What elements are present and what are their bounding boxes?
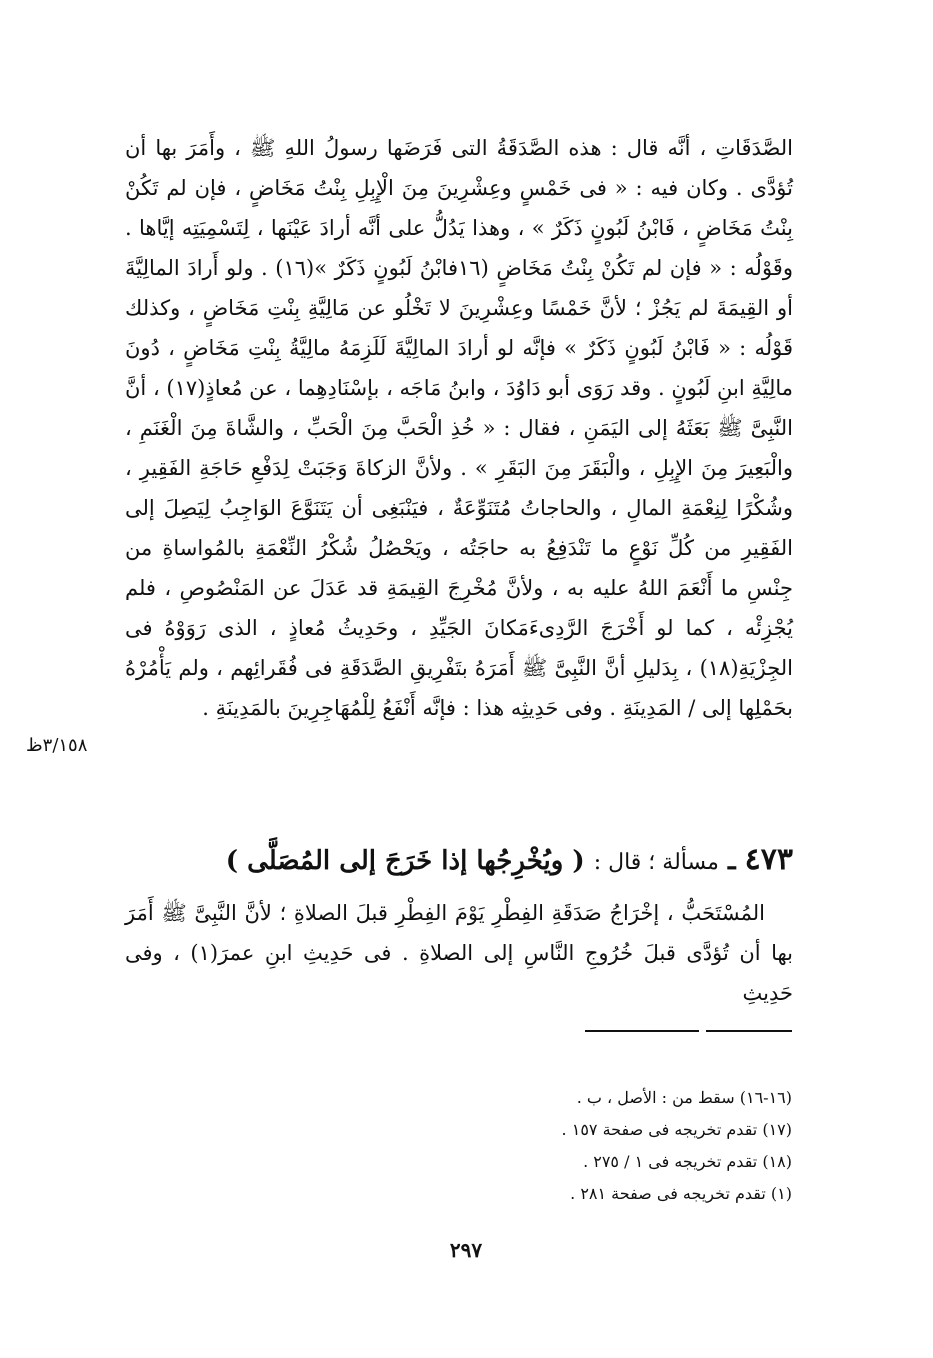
footnote: (١) تقدم تخريجه فى صفحة ٢٨١ . [570, 1184, 792, 1203]
section-dash: ـ [727, 846, 736, 876]
section-number: ٤٧٣ [744, 842, 793, 877]
footnote-separator [585, 1030, 699, 1032]
body-paragraph: المُسْتَحَبُّ ، إخْرَاجُ صَدَقَةِ الفِطْرِ يَوْمَ الفِطْرِ قبلَ الصلاةِ ؛ لأنَّ النَّبِىَّ ﷺ أَمَرَ بها أن تُؤدَّى قبلَ خُرُوجِ النَّاسِ إلى الصلاةِ . فى حَدِيثِ ابنِ عمرَ(١) ، وفى حَدِيثِ [125, 901, 793, 1005]
footnote-separator [706, 1030, 792, 1032]
footnote: (١٦-١٦) سقط من : الأصل ، ب . [576, 1088, 792, 1107]
section-quote: ( ويُخْرِجُها إذا خَرَجَ إلى المُصَلَّى ) [225, 846, 585, 876]
section-label: مسألة ؛ قال : [593, 850, 719, 875]
footnote: (١٨) تقدم تخريجه فى ١ / ٢٧٥ . [583, 1152, 792, 1171]
body-paragraph: الصَّدَقَاتِ ، أنَّه قال : هذه الصَّدَقَةُ التى فَرَضَها رسولُ اللهِ ﷺ ، وأَمَرَ بها أن تُؤدَّى . وكان فيه : « فى خَمْسٍ وعِشْرِينَ مِنَ الْإِبِلِ بِنْتُ مَخَاضٍ ، فإن لم تَكُنْ بِنْتُ مَخَاضٍ ، فَابْنُ لَبُونٍ ذَكَرٌ » ، وهذا يَدُلُّ على أنَّه أرادَ عَيْنَها ، لِتَسْمِيَتِه إيَّاها . وقَوْلُه : « فإن لم تَكُنْ بِنْتُ مَخَاضٍ (١٦فابْنُ لَبُونٍ ذَكَرٌ »(١٦) . ولو أَرادَ المالِيَّةَ أو القِيمَةَ لم يَجُزْ ؛ لأنَّ خَمْسًا وعِشْرِينَ لا تَخْلُو عن مَالِيَّةِ بِنْتِ مَخَاضٍ ، وكذلك قَوْلُه : « فَابْنُ لَبُونٍ ذَكَرٌ » فإنَّه لو أرادَ المالِيَّةَ لَلَزِمَهُ مالِيَّةُ بِنْتِ مَخَاضٍ ، دُونَ مالِيَّةِ ابنِ لَبُونٍ . وقد رَوَى أبو دَاوُدَ ، وابنُ مَاجَه ، بإسْنَادِهِما ، عن مُعاذٍ(١٧) ، أنَّ النَّبِىَّ ﷺ بَعَثَهُ إلى اليَمَنِ ، فقال : « خُذِ الْحَبَّ مِنَ الْحَبِّ ، والشَّاةَ مِنَ الْغَنَمِ ، والْبَعِيرَ مِنَ الإِبِلِ ، والْبَقَرَ مِنَ البَقَرِ » . ولأنَّ الزكاةَ وَجَبَتْ لِدَفْعِ حَاجَةِ الفَقِيرِ ، وشُكْرًا لِنِعْمَةِ المالِ ، والحاجاتُ مُتَنَوِّعَةٌ ، فيَنْبَغِى أن يَتَنَوَّعَ الوَاجِبُ لِيَصِلَ إلى الفَقِيرِ من كُلِّ نَوْعٍ ما تَنْدَفِعُ به حاجَتُه ، ويَحْصُلُ شُكْرُ النِّعْمَةِ بالمُواساةِ من جِنْسِ ما أَنْعَمَ اللهُ عليه به ، ولأنَّ مُخْرِجَ القِيمَةِ قد عَدَلَ عن المَنْصُوصِ ، فلم يُجْزِئْه ، كما لو أَخْرَجَ الرَّدِىءَمَكانَ الجَيِّدِ ، وحَدِيثُ مُعاذٍ ، الذى رَوَوْهُ فى الجِزْيَةِ(١٨) ، بِدَليلِ أنَّ النَّبِىَّ ﷺ أَمَرَهُ بتَفْرِيقِ الصَّدَقَةِ فى فُقَرائِهم ، ولم يَأْمُرْهُ بحَمْلِها إلى / المَدِينَةِ . وفى حَدِيثِه هذا : فإنَّه أَنْفَعُ لِلْمُهَاجِرِينَ بالمَدِينَةِ . [125, 136, 794, 720]
section-heading [200, 838, 793, 885]
page-number: ٢٩٧ [449, 1238, 483, 1262]
footnote: (١٧) تقدم تخريجه فى صفحة ١٥٧ . [561, 1120, 792, 1139]
margin-folio-note: ٣/١٥٨ظ [26, 735, 88, 756]
footnotes [420, 1082, 792, 1210]
body-text-block [125, 128, 793, 728]
